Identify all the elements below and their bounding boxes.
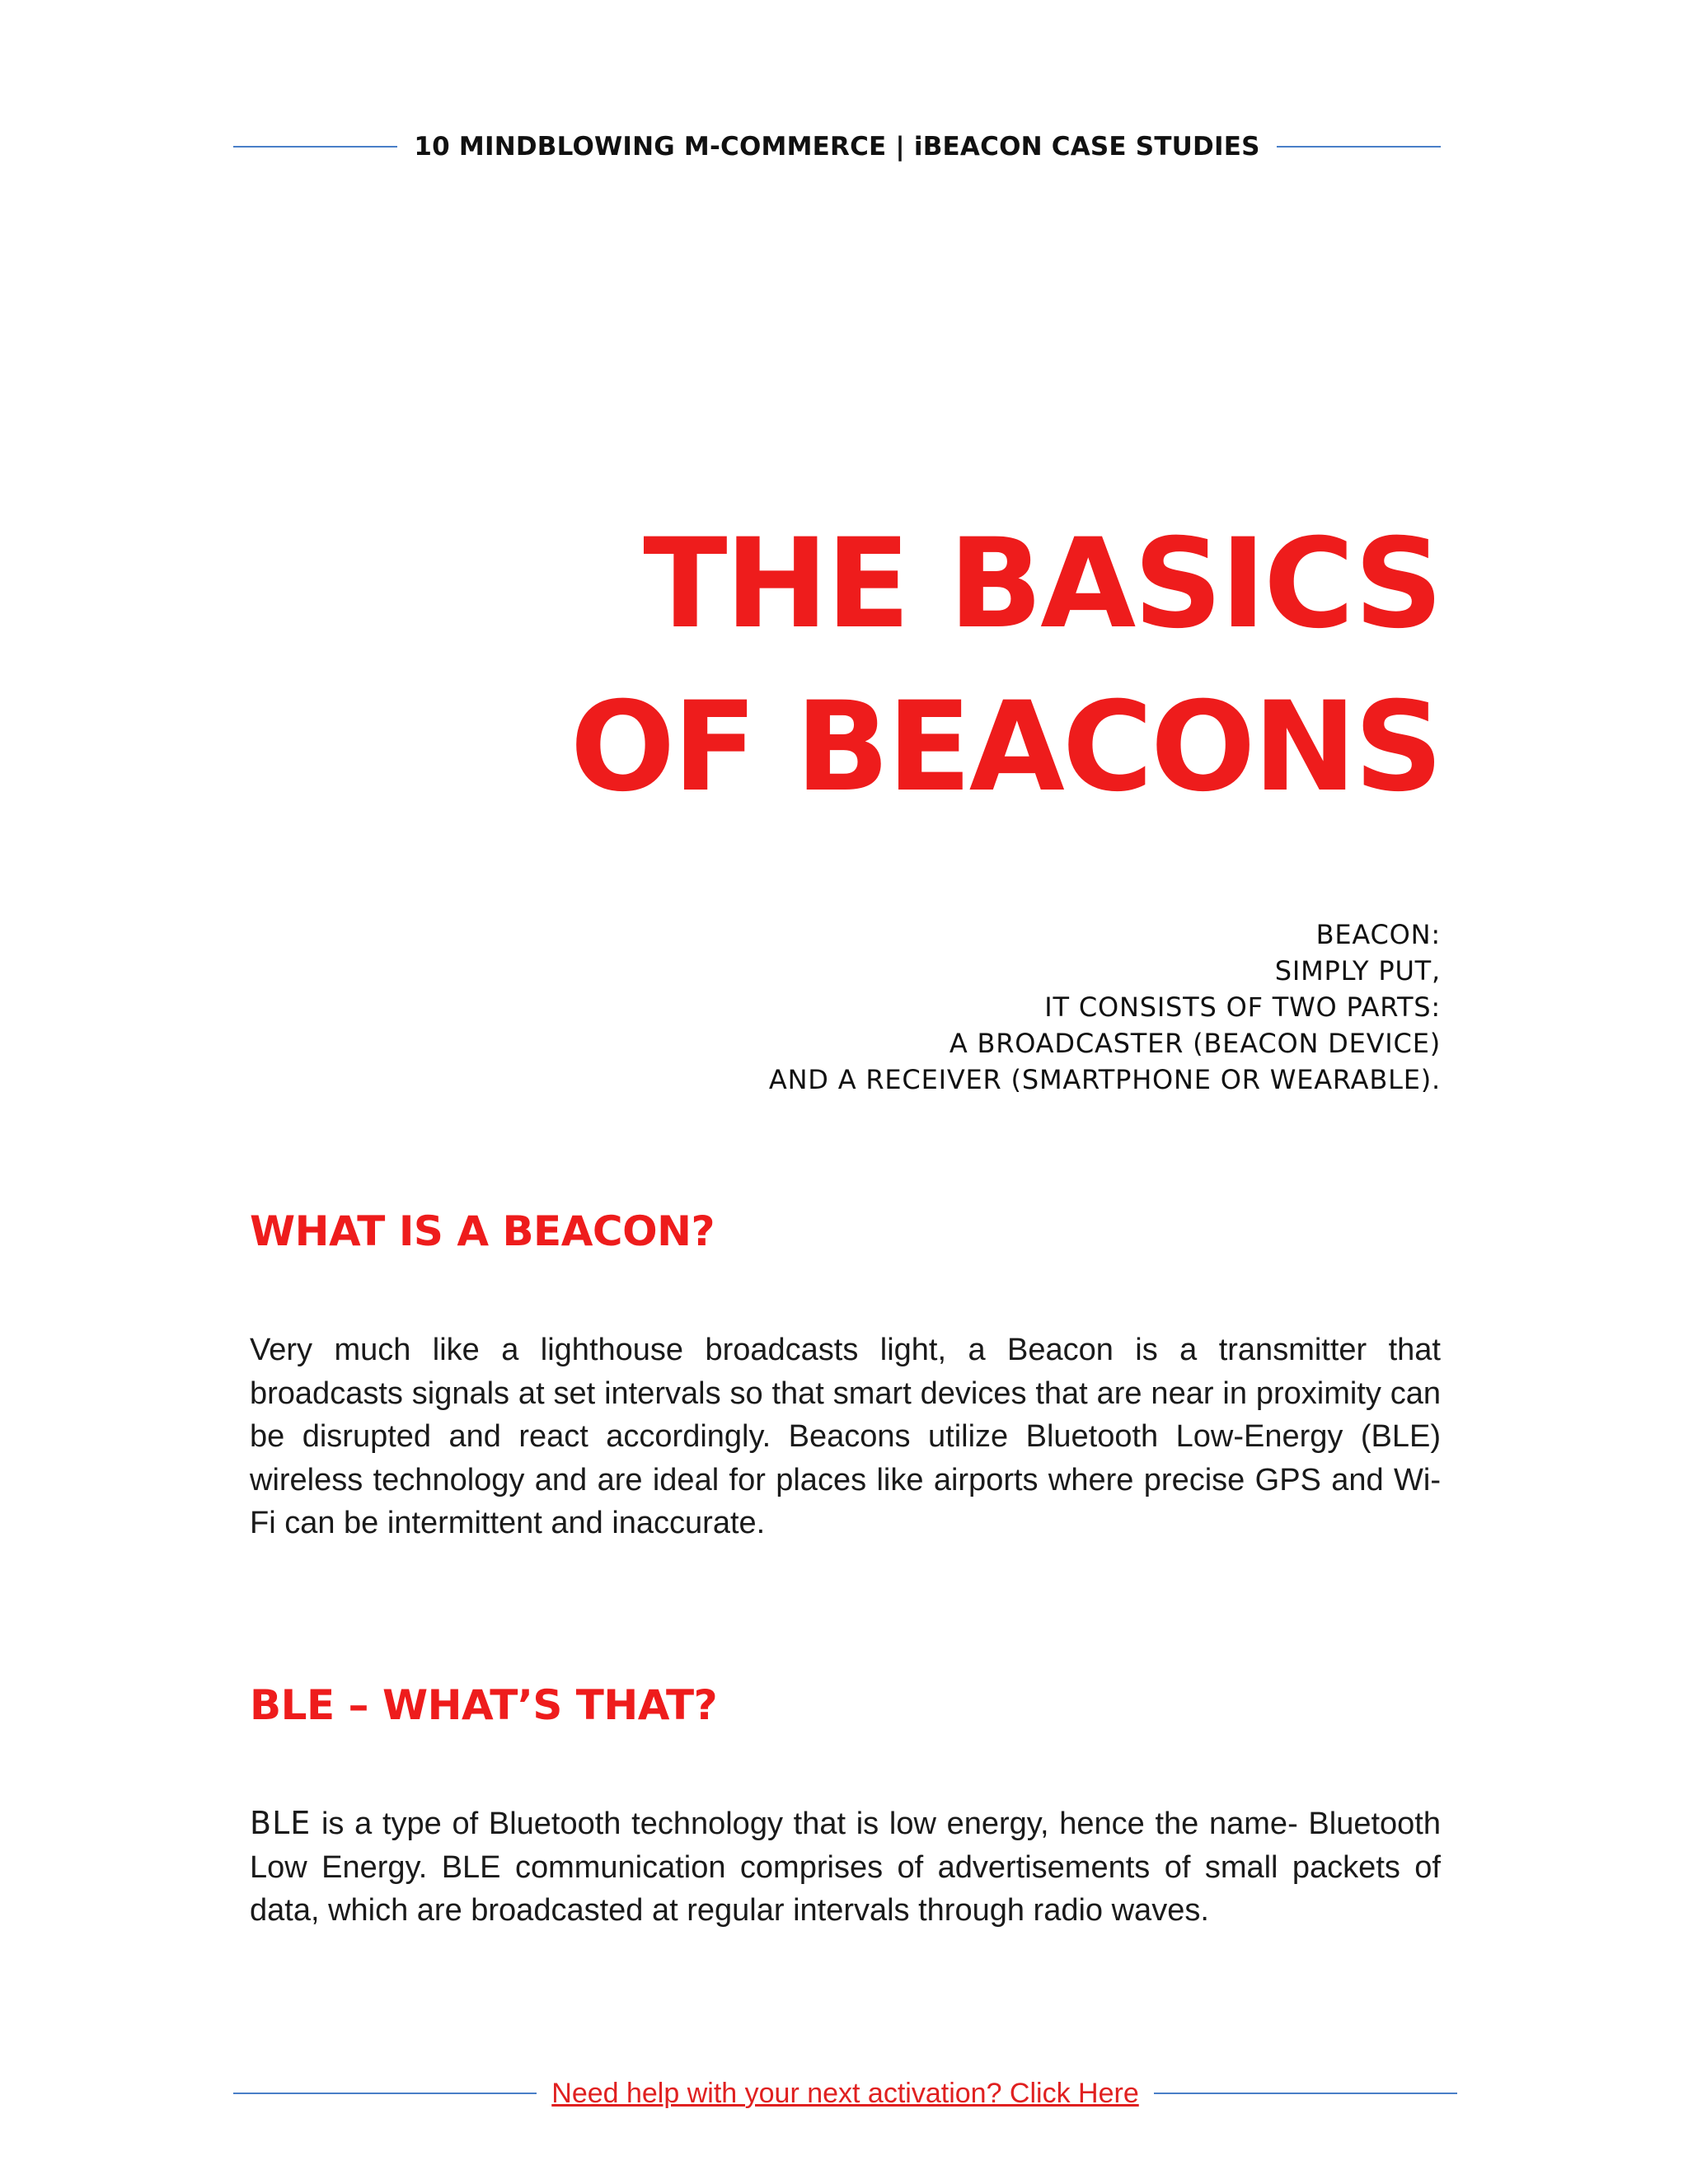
page-title: [287, 503, 1441, 829]
section-body-ble: [250, 1802, 1441, 1933]
definition-line: AND A RECEIVER (SMARTPHONE OR WEARABLE).: [768, 1064, 1441, 1095]
definition-line: A BROADCASTER (BEACON DEVICE): [949, 1028, 1441, 1059]
definition-line: SIMPLY PUT,: [1274, 955, 1441, 987]
definition-line: IT CONSISTS OF TWO PARTS:: [1044, 991, 1441, 1023]
page-title-line-1: THE BASICS: [643, 513, 1441, 656]
header-rule-left: [233, 146, 397, 148]
section-heading-what-is-a-beacon: WHAT IS A BEACON?: [250, 1207, 715, 1255]
footer-rule-left: [233, 2093, 537, 2094]
section-heading-ble: BLE – WHAT’S THAT?: [250, 1681, 718, 1729]
definition-line: BEACON:: [1315, 919, 1441, 950]
ble-term: BLE: [250, 1805, 312, 1841]
beacon-definition: [287, 916, 1441, 1098]
header-rule-right: [1277, 146, 1441, 148]
activation-help-link[interactable]: Need help with your next activation? Click Here: [551, 2077, 1139, 2109]
page-footer: [233, 2077, 1457, 2110]
footer-rule-right: [1154, 2093, 1457, 2094]
header-title: 10 MINDBLOWING M-COMMERCE | iBEACON CASE STUDIES: [414, 132, 1260, 162]
ble-body-text: is a type of Bluetooth technology that is low energy, hence the name- Bluetooth Low Energy. BLE communication comprises of advertisements of small packets of data, which are broadcasted at regular intervals through radio waves.: [250, 1807, 1441, 1928]
page-header: [233, 130, 1441, 163]
section-body-what-is-a-beacon: Very much like a lighthouse broadcasts light, a Beacon is a transmitter that broadcasts signals at set intervals so that smart devices that are near in proximity can be disrupted and react accordingly. Beacons utilize Bluetooth Low-Energy (BLE) wireless technology and are ideal for places like airports where precise GPS and Wi-Fi can be intermittent and inaccurate.: [250, 1333, 1441, 1540]
page-title-line-2: OF BEACONS: [570, 676, 1441, 819]
